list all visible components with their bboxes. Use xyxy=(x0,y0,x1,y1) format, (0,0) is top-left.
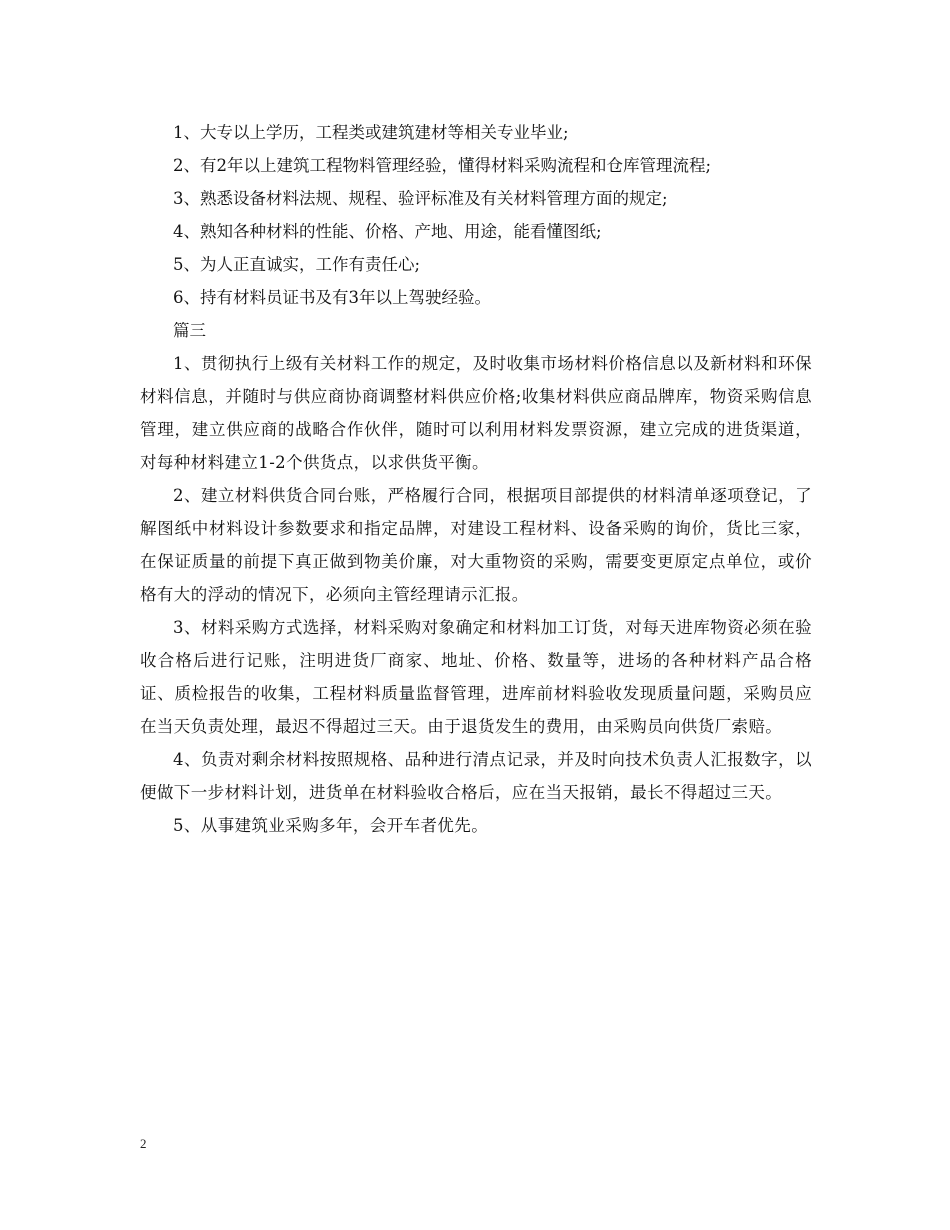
requirement-item-5: 5、为人正直诚实，工作有责任心; xyxy=(173,255,421,274)
requirement-item-3: 3、熟悉设备材料法规、规程、验评标准及有关材料管理方面的规定; xyxy=(173,189,668,208)
requirement-item-6: 6、持有材料员证书及有3年以上驾驶经验。 xyxy=(173,288,491,307)
duty-paragraph-5: 5、从事建筑业采购多年，会开车者优先。 xyxy=(173,816,489,835)
duty-paragraph-3: 3、材料采购方式选择，材料采购对象确定和材料加工订货，对每天进库物资必须在验收合格后进行记账，注明进货厂商家、地址、价格、数量等，进场的各种材料产品合格证、质检报告的收集，工程材料质量监督管理，进库前材料验收发现质量问题，采购员应在当天负责处理，最迟不得超过三天。由于退货发生的费用，由采购员向供货厂索赔。 xyxy=(140,618,812,736)
duty-paragraph-4: 4、负责对剩余材料按照规格、品种进行清点记录，并及时向技术负责人汇报数字，以便做下一步材料计划，进货单在材料验收合格后，应在当天报销，最长不得超过三天。 xyxy=(140,750,812,802)
duty-paragraph-2: 2、建立材料供货合同台账，严格履行合同，根据项目部提供的材料清单逐项登记，了解图纸中材料设计参数要求和指定品牌，对建设工程材料、设备采购的询价，货比三家，在保证质量的前提下真正做到物美价廉，对大重物资的采购，需要变更原定点单位，或价格有大的浮动的情况下，必须向主管经理请示汇报。 xyxy=(140,486,812,604)
requirement-item-4: 4、熟知各种材料的性能、价格、产地、用途，能看懂图纸; xyxy=(173,222,602,241)
page-number: 2 xyxy=(140,1136,147,1151)
requirement-item-2: 2、有2年以上建筑工程物料管理经验，懂得材料采购流程和仓库管理流程; xyxy=(173,156,712,175)
requirement-item-1: 1、大专以上学历，工程类或建筑建材等相关专业毕业; xyxy=(173,123,569,142)
section-title: 篇三 xyxy=(173,321,206,340)
document-body xyxy=(140,116,812,842)
duty-paragraph-1: 1、贯彻执行上级有关材料工作的规定，及时收集市场材料价格信息以及新材料和环保材料信息，并随时与供应商协商调整材料供应价格;收集材料供应商品牌库，物资采购信息管理，建立供应商的战略合作伙伴，随时可以利用材料发票资源，建立完成的进货渠道，对每种材料建立1-2个供货点，以求供货平衡。 xyxy=(140,354,812,472)
